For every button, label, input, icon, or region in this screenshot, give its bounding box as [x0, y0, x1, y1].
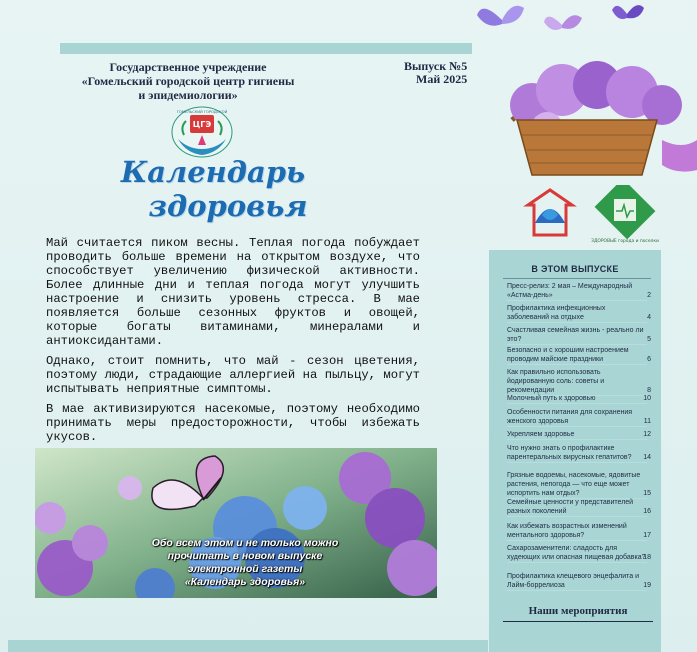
toc-item-page: 2	[647, 292, 651, 299]
toc-item-page: 10	[643, 395, 651, 402]
toc-item-title: Укрепляем здоровье	[507, 431, 575, 438]
healthy-cities-text: ЗДОРОВЫЕ города и поселки	[591, 239, 659, 244]
partner-logos	[520, 185, 660, 245]
healthy-cities-logo-icon	[591, 185, 659, 244]
toc-item-title: Счастливая семейная жизнь - реально ли это?	[507, 327, 644, 343]
org-line-3: и эпидемиологии»	[138, 88, 238, 102]
toc-item[interactable]	[507, 346, 651, 365]
toc-item-title: Семейные ценности у представителей разных поколений	[507, 499, 634, 515]
toc-item-title: Молочный путь к здоровью	[507, 395, 596, 402]
butterfly-icon	[477, 6, 524, 26]
organization-name	[78, 60, 298, 102]
toc-item-page: 8	[647, 387, 651, 394]
toc-divider	[503, 278, 651, 279]
issue-date: Май 2025	[416, 72, 468, 86]
bottom-accent-bar	[8, 640, 488, 652]
center-logo-icon	[164, 105, 240, 159]
toc-item-title: Пресс-релиз: 2 мая – Международный «Астма-день»	[507, 283, 633, 299]
events-heading[interactable]: Наши мероприятия	[528, 605, 628, 617]
toc-item[interactable]	[507, 522, 651, 541]
toc-item-title: Профилактика клещевого энцефалита и Лайм-боррелиоза	[507, 573, 640, 589]
toc-item-title: Сахарозаменители: сладость для худеющих или опасная пищевая добавка?	[507, 545, 646, 561]
family-house-logo-icon	[528, 190, 572, 235]
toc-item-page: 6	[647, 356, 651, 363]
toc-item[interactable]	[507, 368, 651, 396]
issue-number: Выпуск №5	[404, 59, 468, 73]
photo-caption	[110, 537, 380, 589]
toc-item-page: 17	[643, 532, 651, 539]
newsletter-title	[98, 155, 328, 223]
events-underline	[503, 621, 653, 622]
logo-text: ЦГЭ	[192, 120, 212, 129]
title-line-2: здоровья	[148, 189, 308, 223]
toc-item[interactable]	[507, 304, 651, 323]
toc-item-title: Как избежать возрастных изменений ментального здоровья?	[507, 523, 627, 539]
toc-item-page: 14	[643, 454, 651, 461]
toc-item[interactable]	[507, 544, 651, 563]
sidebar-contents	[489, 250, 661, 652]
toc-item[interactable]	[507, 326, 651, 345]
toc-item-page: 18	[643, 554, 651, 561]
toc-item-title: Грязные водоемы, насекомые, ядовитые растения, непогода — что еще может испортить нам отдых?	[507, 472, 641, 497]
intro-paragraph-3: В мае активизируются насекомые, поэтому необходимо принимать меры предосторожности, чтобы избежать укусов.	[46, 402, 420, 444]
toc-item-title: Безопасно и с хорошим настроением проводим майские праздники	[507, 347, 629, 363]
toc-item[interactable]	[507, 498, 651, 517]
caption-line-3: электронной газеты	[187, 563, 303, 575]
toc-title: В ЭТОМ ВЫПУСКЕ	[531, 264, 619, 274]
toc-item[interactable]	[507, 430, 651, 440]
toc-item-page: 11	[643, 418, 651, 425]
caption-line-1: Обо всем этом и не только можно	[151, 537, 339, 549]
intro-paragraph-2: Однако, стоит помнить, что май - сезон цветения, поэтому люди, страдающие аллергией на пыльцу, могут испытывать неприятные симптомы.	[46, 354, 420, 396]
top-accent-bar	[60, 43, 472, 54]
toc-item[interactable]	[507, 471, 651, 499]
caption-line-2: прочитать в новом выпуске	[167, 550, 323, 562]
toc-item-page: 15	[643, 490, 651, 497]
toc-item-page: 4	[647, 314, 651, 321]
toc-item-title: Профилактика инфекционных заболеваний на отдыхе	[507, 305, 606, 321]
logo-text-top: ГОМЕЛЬСКИЙ ГОРОДСКОЙ	[176, 110, 228, 114]
toc-item-title: Что нужно знать о профилактике парентеральных вирусных гепатитов?	[507, 445, 632, 461]
toc-item[interactable]	[507, 444, 651, 463]
butterfly-icon	[544, 15, 582, 30]
caption-line-4: «Календарь здоровья»	[184, 576, 306, 588]
org-line-2: «Гомельский городской центр гигиены	[81, 74, 295, 88]
title-line-1: Календарь	[120, 155, 306, 189]
toc-item-page: 5	[647, 336, 651, 343]
butterfly-icon	[612, 5, 644, 19]
lilac-basket-illustration	[472, 0, 697, 185]
org-line-1: Государственное учреждение	[109, 60, 267, 74]
toc-item[interactable]	[507, 282, 651, 301]
toc-item-page: 19	[643, 582, 651, 589]
toc-item[interactable]	[507, 572, 651, 591]
toc-item-title: Особенности питания для сохранения женского здоровья	[507, 409, 633, 425]
toc-item[interactable]	[507, 394, 651, 404]
toc-item-page: 12	[643, 431, 651, 438]
intro-text	[46, 236, 420, 450]
toc-item-page: 16	[643, 508, 651, 515]
toc-item-title: Как правильно использовать йодированную соль: советы и рекомендации	[507, 369, 605, 394]
intro-paragraph-1: Май считается пиком весны. Теплая погода побуждает проводить больше времени на открытом воздухе, что способствует увеличению физической активности. Более длинные дни и теплая погода могут улучшить настроение и снизить уровень стресса. В мае появляется больше сезонных фруктов и овощей, которые богаты витаминами, минералами и антиоксидантами.	[46, 236, 420, 348]
toc-item[interactable]	[507, 408, 651, 427]
